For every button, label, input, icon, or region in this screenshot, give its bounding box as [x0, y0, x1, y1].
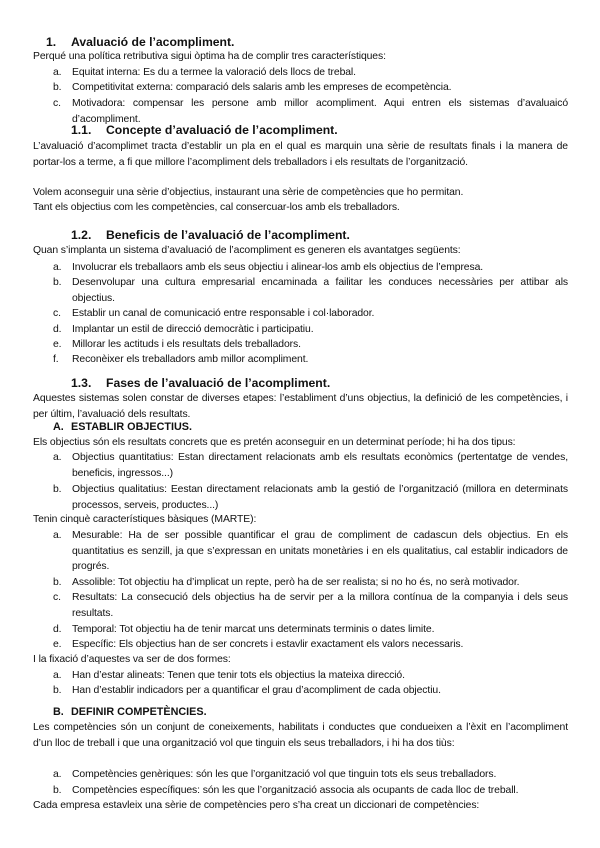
- list-item: [53, 65, 568, 81]
- paragraph: Les competències són un conjunt de coneixements, habilitats i conductes que condueixen a l’èxit en l’acompliment d’un lloc de treball i que una organització vol que tinguin els seus treballadors, i hi ha dos tiùs:: [33, 722, 568, 749]
- list-text: Reconèixer els treballadors amb millor acompliment.: [72, 354, 309, 365]
- list-text: Han d’estar alineats: Tenen que tenir tots els objectius la mateixa direcció.: [72, 670, 405, 681]
- list-item: [53, 622, 568, 638]
- heading-number: 1.: [46, 35, 57, 49]
- paragraph: L’avaluació d’acomplimet tracta d’establir un pla en el qual es marquin una sèrie de resultats finals i la manera de portar-los a terme, a fi que millore l’acompliment dels treballadors i els resultats de l’organització.: [33, 141, 568, 168]
- list-text: Objectius quantitatius: Estan directament relacionats amb els resultats econòmics (pertentatge de vendes, beneficis, ingressos...): [72, 452, 568, 479]
- list-marker: c.: [53, 308, 61, 319]
- list-item: [53, 80, 568, 96]
- list-text: Equitat interna: Es du a termee la valoració dels llocs de trebal.: [72, 67, 356, 78]
- list-text: Temporal: Tot objectiu ha de tenir marcat uns determinats terminis o dates limite.: [72, 624, 435, 635]
- list-text: Assolible: Tot objectiu ha d’implicat un repte, però ha de ser realista; si no ho és, no serà motivador.: [72, 577, 520, 588]
- list-item: [53, 783, 568, 799]
- list-item: [53, 275, 568, 306]
- paragraph: I la fixació d’aquestes va ser de dos formes:: [33, 654, 231, 665]
- heading-number: B.: [53, 706, 64, 718]
- paragraph: Els objectius són els resultats concrets que es pretén aconseguir en un determinat període; hi ha dos tipus:: [33, 437, 516, 448]
- list-text: Desenvolupar una cultura empresarial encaminada a failitar les conduces necessàries per attibar als objectius.: [72, 277, 568, 304]
- list-text: Mesurable: Ha de ser possible quantificar el grau de compliment de cadascun dels objectius. En els quantitatius es senzill, ja que s’expressan en unitats monetàries i en els qualitatius, cal establir indicadors de progrés.: [72, 530, 568, 572]
- heading-1-2: [71, 228, 600, 244]
- paragraph: Volem aconseguir una sèrie d’objectius, instaurant una sèrie de competències que ho permitan.: [33, 187, 464, 198]
- list-text: Establir un canal de comunicació entre responsable i col·laborador.: [72, 308, 375, 319]
- list-item: [53, 260, 568, 276]
- list-marker: b.: [53, 82, 62, 93]
- list-item: [53, 528, 568, 575]
- heading-title: DEFINIR COMPETÈNCIES.: [71, 706, 207, 718]
- heading-title: Concepte d’avaluació de l’acompliment.: [106, 123, 338, 137]
- heading-number: 1.2.: [71, 228, 92, 242]
- list-text: Competitivitat externa: comparació dels salaris amb les empreses de ecompetència.: [72, 82, 452, 93]
- list-item: [53, 637, 568, 653]
- list-item: [53, 575, 568, 591]
- list-marker: a.: [53, 530, 62, 541]
- paragraph: Aquestes sistemas solen constar de diverses etapes: l’establiment d’uns objectius, la definició de les competències, i per últim, l’avaluació dels resultats.: [33, 393, 568, 420]
- list-item: [53, 306, 568, 322]
- list-item: [53, 683, 568, 699]
- heading-1-3: [71, 376, 600, 392]
- list-marker: a.: [53, 670, 62, 681]
- list-marker: d.: [53, 624, 62, 635]
- heading-number: 1.3.: [71, 376, 92, 390]
- list-text: Implantar un estil de direcció democràtic i participatiu.: [72, 324, 314, 335]
- list-marker: d.: [53, 324, 62, 335]
- heading-title: Beneficis de l’avaluació de l’acompliment.: [106, 228, 350, 242]
- heading-b: [53, 705, 588, 721]
- list-item: [53, 337, 568, 353]
- list-text: Involucrar els treballaors amb els seus objectiu i alinear-los amb els objectius de l’empresa.: [72, 262, 484, 273]
- paragraph: Quan s’implanta un sistema d’avaluació de l’acompliment es generen els avantatges següents:: [33, 245, 461, 256]
- paragraph: Perqué una política retributiva sigui òptima ha de complir tres característiques:: [33, 51, 386, 62]
- list-text: Objectius qualitatius: Eestan directament relacionats amb la gestió de l’organització (millora en determinats processos, serveis, productes...): [72, 484, 568, 511]
- list-marker: b.: [53, 785, 62, 796]
- list-item: [53, 767, 568, 783]
- heading-1-1: [71, 123, 600, 139]
- paragraph: Cada empresa estavleix una sèrie de competències pero s’ha creat un diccionari de competències:: [33, 800, 480, 811]
- paragraph: Tenin cinquè característiques bàsiques (MARTE):: [33, 514, 257, 525]
- list-text: Han d’establir indicadors per a quantificar el grau d’acompliment de cada objectiu.: [72, 685, 441, 696]
- list-marker: b.: [53, 484, 62, 495]
- list-item: [53, 590, 568, 621]
- list-marker: b.: [53, 577, 62, 588]
- list-text: Específic: Els objectius han de ser concrets i estavlir exactament els valors necessaris.: [72, 639, 464, 650]
- list-item: [53, 668, 568, 684]
- list-item: [53, 322, 568, 338]
- list-text: Competències genèriques: són les que l’organització vol que tinguin tots els seus treballadors.: [72, 769, 497, 780]
- heading-title: Avaluació de l’acompliment.: [71, 35, 235, 49]
- list-marker: a.: [53, 769, 62, 780]
- list-marker: a.: [53, 452, 62, 463]
- list-marker: b.: [53, 277, 62, 288]
- list-item: [53, 352, 568, 368]
- list-text: Resultats: La consecució dels objectius ha de servir per a la millora contínua de la companyia i dels seus resultats.: [72, 592, 568, 619]
- list-marker: e.: [53, 639, 62, 650]
- heading-title: ESTABLIR OBJECTIUS.: [71, 421, 192, 433]
- list-item: [53, 450, 568, 481]
- list-item: [53, 482, 568, 513]
- list-text: Millorar les actituds i els resultats dels treballadors.: [72, 339, 301, 350]
- list-marker: a.: [53, 262, 62, 273]
- list-marker: c.: [53, 98, 61, 109]
- list-marker: a.: [53, 67, 62, 78]
- list-text: Competències específiques: són les que l’organització associa als ocupants de cada lloc de treball.: [72, 785, 519, 796]
- heading-number: A.: [53, 421, 64, 433]
- paragraph: Tant els objectius com les competències, cal consercuar-los amb els treballadors.: [33, 202, 400, 213]
- list-text: Motivadora: compensar les persone amb millor acompliment. Aqui entren els sistemas d’avaluaicó d’acompliment.: [72, 98, 568, 125]
- list-marker: e.: [53, 339, 62, 350]
- heading-number: 1.1.: [71, 123, 92, 137]
- heading-title: Fases de l’avaluació de l’acompliment.: [106, 376, 331, 390]
- heading-a: [53, 420, 588, 436]
- list-marker: c.: [53, 592, 61, 603]
- list-marker: b.: [53, 685, 62, 696]
- list-marker: f.: [53, 354, 59, 365]
